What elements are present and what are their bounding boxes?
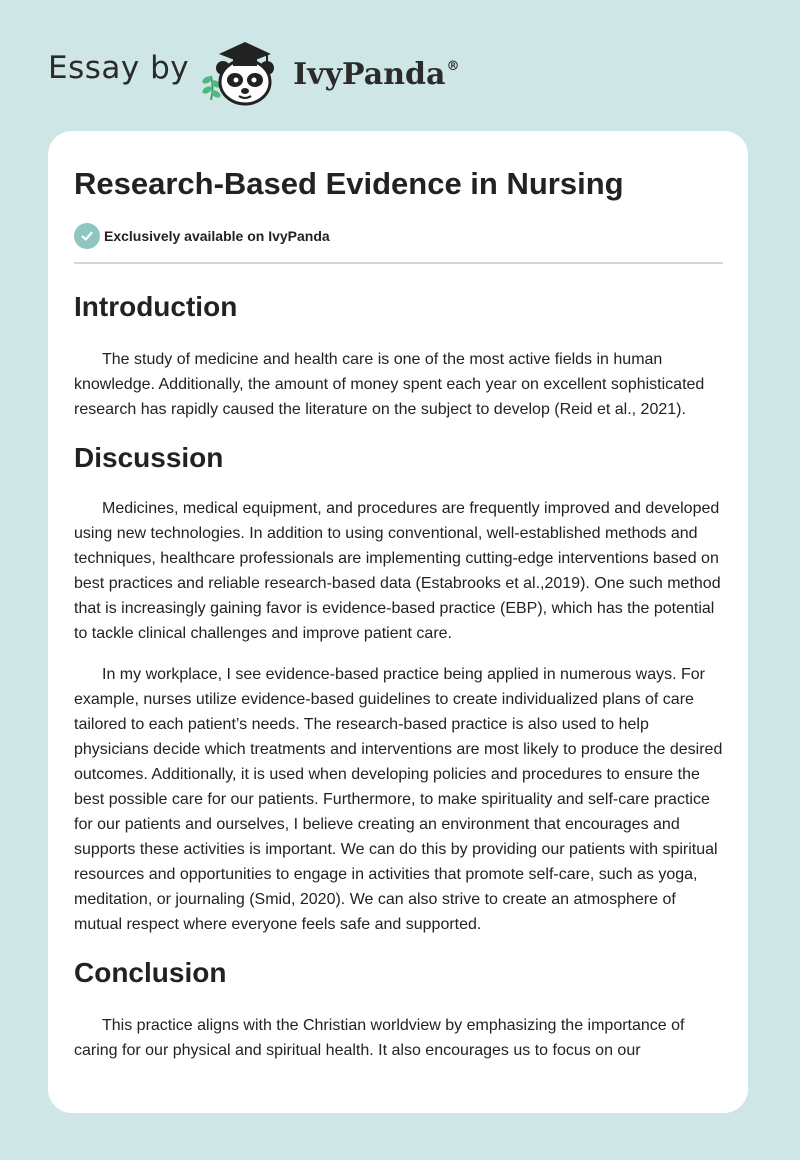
title-divider bbox=[74, 262, 723, 264]
page-title: Research-Based Evidence in Nursing bbox=[74, 166, 624, 201]
registered-mark: ® bbox=[446, 58, 460, 74]
panda-graduation-cap-logo[interactable] bbox=[201, 36, 289, 108]
section-heading-discussion: Discussion bbox=[74, 442, 224, 473]
brand-name[interactable]: IvyPanda® bbox=[293, 56, 460, 92]
site-header bbox=[48, 36, 459, 108]
exclusive-label: Exclusively available on IvyPanda bbox=[104, 228, 330, 244]
exclusive-badge bbox=[74, 223, 330, 249]
paragraph: Medicines, medical equipment, and procedures are frequently improved and developed using new technologies. In addition to using conventional, well-established methods and techniques, healthcare professionals are implementing cutting-edge interventions based on best practices and reliable research-based data (Estabrooks et al.,2019). One such method that is increasingly gaining favor is evidence-based practice (EBP), which has the potential to tackle clinical challenges and improve patient care. bbox=[74, 500, 721, 642]
essay-body bbox=[74, 281, 723, 1063]
paragraph: In my workplace, I see evidence-based practice being applied in numerous ways. For example, nurses utilize evidence-based guidelines to create individualized plans of care tailored to each patient’s needs. The research-based practice is also used to help physicians decide which treatments and interventions are most likely to produce the desired outcomes. Additionally, it is used when developing policies and procedures to ensure the best possible care for our patients. Furthermore, to make spirituality and self-care practice for our patients and ourselves, I believe creating an environment that encourages and supports these activities is important. We can do this by providing our patients with spiritual resources and opportunities to engage in activities that promote self-care, such as yoga, meditation, or journaling (Smid, 2020). We can also strive to create an atmosphere of mutual respect where everyone feels safe and supported. bbox=[74, 666, 723, 933]
leaf-icon bbox=[201, 75, 222, 100]
section-heading-introduction: Introduction bbox=[74, 291, 238, 322]
paragraph: The study of medicine and health care is one of the most active fields in human knowledge. Additionally, the amount of money spent each year on excellent sophisticated research has rapidly caused the literature on the subject to develop (Reid et al., 2021). bbox=[74, 351, 705, 418]
essay-by-label: Essay by bbox=[48, 50, 190, 86]
checkmark-icon bbox=[74, 223, 100, 249]
essay-card bbox=[48, 131, 748, 1113]
paragraph: This practice aligns with the Christian worldview by emphasizing the importance of caring for our physical and spiritual health. It also encourages us to focus on our bbox=[74, 1017, 685, 1059]
section-heading-conclusion: Conclusion bbox=[74, 957, 227, 988]
